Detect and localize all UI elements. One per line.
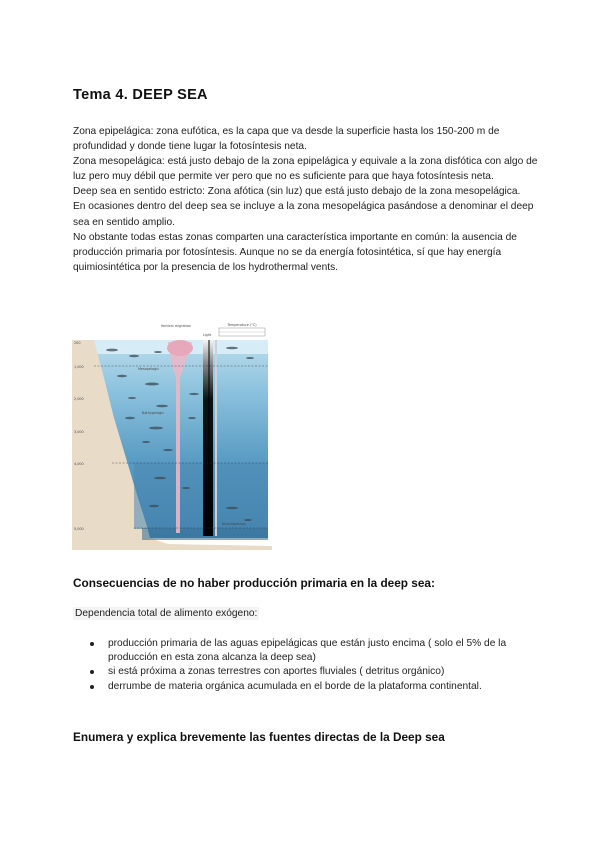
depth-label: 2,000 xyxy=(74,397,84,401)
section-lead: Dependencia total de alimento exógeno: xyxy=(75,608,258,619)
depth-label: 4,000 xyxy=(74,462,84,466)
label-temperature: Temperature (°C) xyxy=(227,323,257,327)
depth-label: 5,000 xyxy=(74,527,84,531)
paragraph-common-feature: No obstante todas estas zonas comparten una característica importante en común: la ausencia de producción primaria por fotosíntesis. Aunque no se da energía fotosintética, sí que hay energía quimiosintética por la presencia de los hydrothermal vents. xyxy=(73,231,517,273)
list-item: si está próxima a zonas terrestres con aportes fluviales ( detritus orgánico) xyxy=(88,665,543,679)
zone-label: Bathypelagic xyxy=(142,411,165,415)
section-heading-sources: Enumera y explica brevemente las fuentes directas de la Deep sea xyxy=(73,730,445,744)
paragraph-deep-sea-strict: Deep sea en sentido estricto: Zona afótica (sin luz) que está justo debajo de la zona mesopelágica. xyxy=(73,186,521,198)
depth-label: 3,000 xyxy=(74,430,84,434)
label-vertical-migration: Vertical migration xyxy=(160,324,192,328)
paragraph-mesopelagic: Zona mesopelágica: está justo debajo de la zona epipelágica y equivale a la zona disfótica con algo de luz pero muy débil que permite ver pero que no es suficiente para que haya fotosíntesis neta. xyxy=(73,156,538,183)
paragraph-epipelagic: Zona epipelágica: zona eufótica, es la capa que va desde la superficie hasta los 150-200 m de profundidad y donde tiene lugar la fotosíntesis neta. xyxy=(73,126,500,153)
ocean-zones-figure xyxy=(72,318,272,550)
list-item: producción primaria de las aguas epipelágicas que están justo encima ( solo el 5% de la producción en esta zona alcanza la deep sea) xyxy=(88,637,543,665)
zone-label: Abyssopelagic xyxy=(222,522,247,526)
section-heading-consequences: Consecuencias de no haber producción primaria en la deep sea: xyxy=(73,576,435,590)
consequences-list xyxy=(88,637,543,694)
label-light: Light xyxy=(202,333,212,337)
depth-label: 200 xyxy=(74,341,81,345)
paragraph-deep-sea-broad: En ocasiones dentro del deep sea se incluye a la zona mesopelágica pasándose a denominar el deep sea en sentido amplio. xyxy=(73,201,534,228)
zone-label: Mesopelagic xyxy=(138,367,160,371)
intro-text xyxy=(73,124,543,275)
light-column xyxy=(203,340,213,536)
depth-label: 1,000 xyxy=(74,365,84,369)
list-item: derrumbe de materia orgánica acumulada en el borde de la plataforma continental. xyxy=(88,680,543,694)
page-title: Tema 4. DEEP SEA xyxy=(73,87,208,103)
